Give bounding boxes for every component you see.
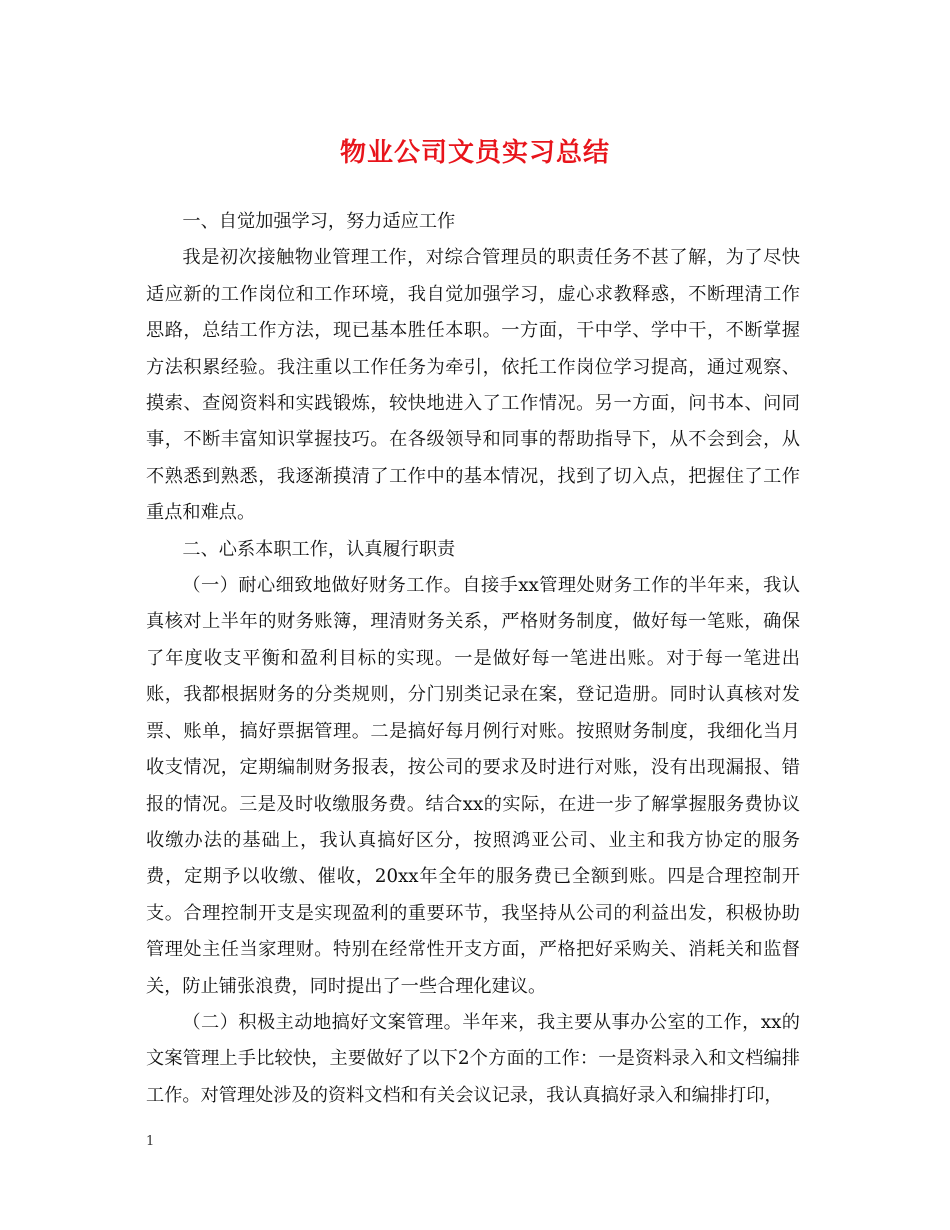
paragraph-document-management: （二）积极主动地搞好文案管理。半年来，我主要从事办公室的工作，xx的文案管理上手比较快，主要做好了以下2个方面的工作：一是资料录入和文档编排工作。对管理处涉及的资料文档和有关会议记录，我认真搞好录入和编排打印， [146,1011,800,1106]
paragraph-finance: （一）耐心细致地做好财务工作。自接手xx管理处财务工作的半年来，我认真核对上半年的财务账簿，理清财务关系，严格财务制度，做好每一笔账，确保了年度收支平衡和盈利目标的实现。一是做好每一笔进出账。对于每一笔进出账，我都根据财务的分类规则，分门别类记录在案，登记造册。同时认真核对发票、账单，搞好票据管理。二是搞好每月例行对账。按照财务制度，我细化当月收支情况，定期编制财务报表，按公司的要求及时进行对账，没有出现漏报、错报的情况。三是及时收缴服务费。结合xx的实际，在进一步了解掌握服务费协议收缴办法的基础上，我认真搞好区分，按照鸿亚公司、业主和我方协定的服务费，定期予以收缴、催收，20xx年全年的服务费已全额到账。四是合理控制开支。合理控制开支是实现盈利的重要环节，我坚持从公司的利益出发，积极协助管理处主任当家理财。特别在经常性开支方面，严格把好采购关、消耗关和监督关，防止铺张浪费，同时提出了一些合理化建议。 [146,575,800,997]
section-heading-1: 一、自觉加强学习，努力适应工作 [182,211,456,232]
document-title: 物业公司文员实习总结 [339,138,610,168]
document-body [146,204,800,1114]
paragraph-study: 我是初次接触物业管理工作，对综合管理员的职责任务不甚了解，为了尽快适应新的工作岗位和工作环境，我自觉加强学习，虚心求教释惑，不断理清工作思路，总结工作方法，现已基本胜任本职。一方面，干中学、学中干，不断掌握方法积累经验。我注重以工作任务为牵引，依托工作岗位学习提高，通过观察、摸索、查阅资料和实践锻炼，较快地进入了工作情况。另一方面，问书本、问同事，不断丰富知识掌握技巧。在各级领导和同事的帮助指导下，从不会到会，从不熟悉到熟悉，我逐渐摸清了工作中的基本情况，找到了切入点，把握住了工作重点和难点。 [146,247,800,524]
section-heading-2: 二、心系本职工作，认真履行职责 [182,538,456,560]
page-number: 1 [146,1134,155,1149]
